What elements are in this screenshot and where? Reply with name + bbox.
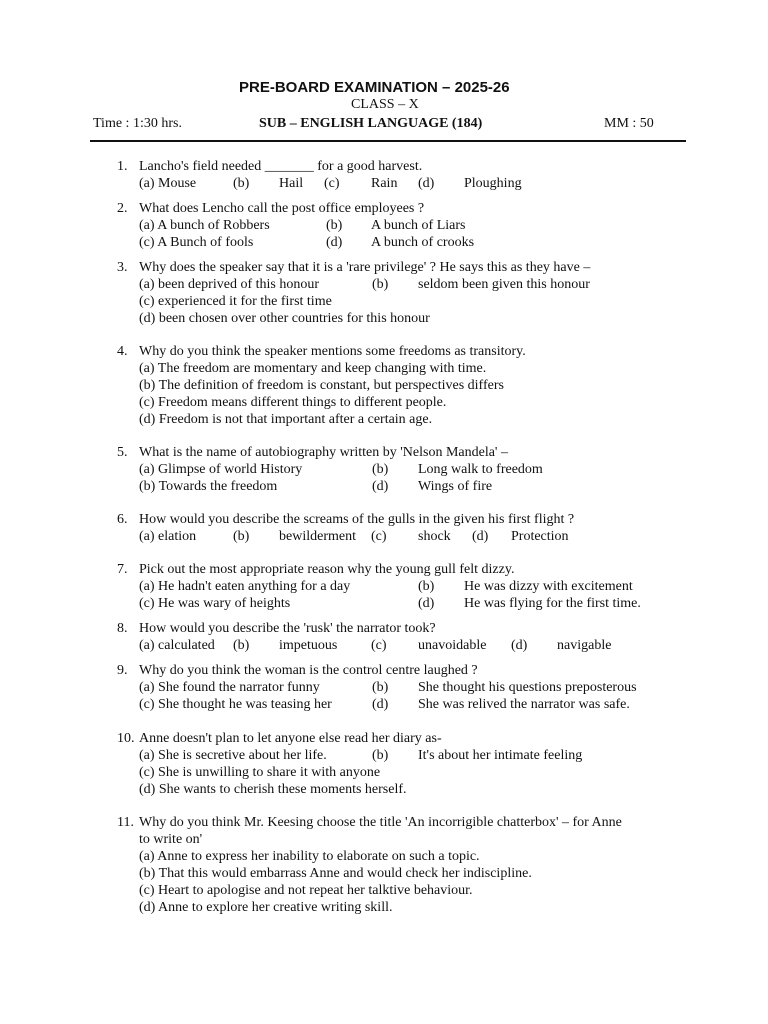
question-text: Why do you think Mr. Keesing choose the title 'An incorrigible chatterbox' – for Anne xyxy=(139,815,622,830)
option-d-text: Wings of fire xyxy=(418,479,493,494)
question-text: How would you describe the 'rusk' the narrator took? xyxy=(139,621,436,636)
option-d: (d) Freedom is not that important after a certain age. xyxy=(139,412,433,427)
exam-title: PRE-BOARD EXAMINATION – 2025-26 xyxy=(239,79,510,96)
option-d-text: navigable xyxy=(557,638,612,653)
option-b: (b) That this would embarrass Anne and would check her indiscipline. xyxy=(139,866,532,881)
class-label: CLASS – X xyxy=(351,97,419,112)
option-c-marker: (c) xyxy=(371,529,387,544)
question-number: 2. xyxy=(117,201,128,216)
option-b-marker: (b) xyxy=(372,462,389,477)
question-text: Why do you think the speaker mentions some freedoms as transitory. xyxy=(139,344,526,359)
option-a: (a) A bunch of Robbers xyxy=(139,218,270,233)
option-d-marker: (d) xyxy=(418,176,435,191)
option-b-text: It's about her intimate feeling xyxy=(418,748,583,763)
option-d-marker: (d) xyxy=(326,235,343,250)
option-d-marker: (d) xyxy=(472,529,489,544)
question-text: Lancho's field needed _______ for a good harvest. xyxy=(139,159,423,174)
option-b-marker: (b) xyxy=(372,277,389,292)
option-c: (c) She is unwilling to share it with anyone xyxy=(139,765,381,780)
option-b-marker: (b) xyxy=(326,218,343,233)
option-c: (c) A Bunch of fools xyxy=(139,235,254,250)
option-b-text: Hail xyxy=(279,176,304,191)
question-text: Anne doesn't plan to let anyone else read her diary as- xyxy=(139,731,442,746)
option-c-text: shock xyxy=(418,529,451,544)
question-number: 6. xyxy=(117,512,128,527)
question-text-continued: to write on' xyxy=(139,832,203,847)
option-b-text: seldom been given this honour xyxy=(418,277,590,292)
option-a: (a) Anne to express her inability to elaborate on such a topic. xyxy=(139,849,480,864)
option-a: (a) been deprived of this honour xyxy=(139,277,319,292)
question-number: 11. xyxy=(117,815,134,830)
option-d-marker: (d) xyxy=(372,479,389,494)
option-b-marker: (b) xyxy=(372,748,389,763)
option-b-text: bewilderment xyxy=(279,529,356,544)
question-number: 10. xyxy=(117,731,135,746)
option-d-text: Protection xyxy=(511,529,569,544)
option-a: (a) She is secretive about her life. xyxy=(139,748,327,763)
option-c-marker: (c) xyxy=(371,638,387,653)
option-c: (c) Freedom means different things to different people. xyxy=(139,395,447,410)
option-b-marker: (b) xyxy=(233,638,250,653)
option-d-marker: (d) xyxy=(418,596,435,611)
option-d-marker: (d) xyxy=(511,638,528,653)
option-b: (b) The definition of freedom is constant, but perspectives differs xyxy=(139,378,504,393)
option-a: (a) calculated xyxy=(139,638,215,653)
question-text: Why do you think the woman is the control centre laughed ? xyxy=(139,663,478,678)
option-c-text: Rain xyxy=(371,176,398,191)
option-d-marker: (d) xyxy=(372,697,389,712)
option-c: (c) experienced it for the first time xyxy=(139,294,332,309)
question-text: What is the name of autobiography written by 'Nelson Mandela' – xyxy=(139,445,508,460)
option-d: (d) Anne to explore her creative writing skill. xyxy=(139,900,393,915)
option-b-marker: (b) xyxy=(233,529,250,544)
option-b-text: He was dizzy with excitement xyxy=(464,579,633,594)
option-b-marker: (b) xyxy=(418,579,435,594)
question-text: How would you describe the screams of the gulls in the given his first flight ? xyxy=(139,512,575,527)
question-text: Pick out the most appropriate reason why the young gull felt dizzy. xyxy=(139,562,515,577)
question-number: 8. xyxy=(117,621,128,636)
option-c-marker: (c) xyxy=(324,176,340,191)
option-b-text: impetuous xyxy=(279,638,338,653)
option-c-text: unavoidable xyxy=(418,638,487,653)
option-c: (c) He was wary of heights xyxy=(139,596,291,611)
header-divider xyxy=(90,140,686,142)
option-c: (c) Heart to apologise and not repeat her talktive behaviour. xyxy=(139,883,473,898)
question-number: 4. xyxy=(117,344,128,359)
option-b-text: She thought his questions preposterous xyxy=(418,680,637,695)
option-a: (a) She found the narrator funny xyxy=(139,680,320,695)
option-d: (d) She wants to cherish these moments herself. xyxy=(139,782,407,797)
option-a: (a) He hadn't eaten anything for a day xyxy=(139,579,351,594)
subject-label: SUB – ENGLISH LANGUAGE (184) xyxy=(259,116,483,131)
option-a: (a) elation xyxy=(139,529,197,544)
option-b-text: A bunch of Liars xyxy=(371,218,466,233)
option-b-marker: (b) xyxy=(233,176,250,191)
option-a: (a) The freedom are momentary and keep changing with time. xyxy=(139,361,487,376)
time-label: Time : 1:30 hrs. xyxy=(93,116,182,131)
question-text: What does Lencho call the post office employees ? xyxy=(139,201,425,216)
option-b-marker: (b) xyxy=(372,680,389,695)
question-number: 3. xyxy=(117,260,128,275)
question-text: Why does the speaker say that it is a 'rare privilege' ? He says this as they have – xyxy=(139,260,591,275)
question-number: 9. xyxy=(117,663,128,678)
option-c: (c) She thought he was teasing her xyxy=(139,697,332,712)
question-number: 1. xyxy=(117,159,128,174)
option-c: (b) Towards the freedom xyxy=(139,479,278,494)
option-a: (a) Glimpse of world History xyxy=(139,462,303,477)
max-marks-label: MM : 50 xyxy=(604,116,654,131)
option-b-text: Long walk to freedom xyxy=(418,462,543,477)
option-d-text: He was flying for the first time. xyxy=(464,596,641,611)
option-a: (a) Mouse xyxy=(139,176,197,191)
question-number: 7. xyxy=(117,562,128,577)
question-number: 5. xyxy=(117,445,128,460)
option-d-text: Ploughing xyxy=(464,176,522,191)
option-d: (d) been chosen over other countries for this honour xyxy=(139,311,430,326)
option-d-text: A bunch of crooks xyxy=(371,235,475,250)
option-d-text: She was relived the narrator was safe. xyxy=(418,697,630,712)
